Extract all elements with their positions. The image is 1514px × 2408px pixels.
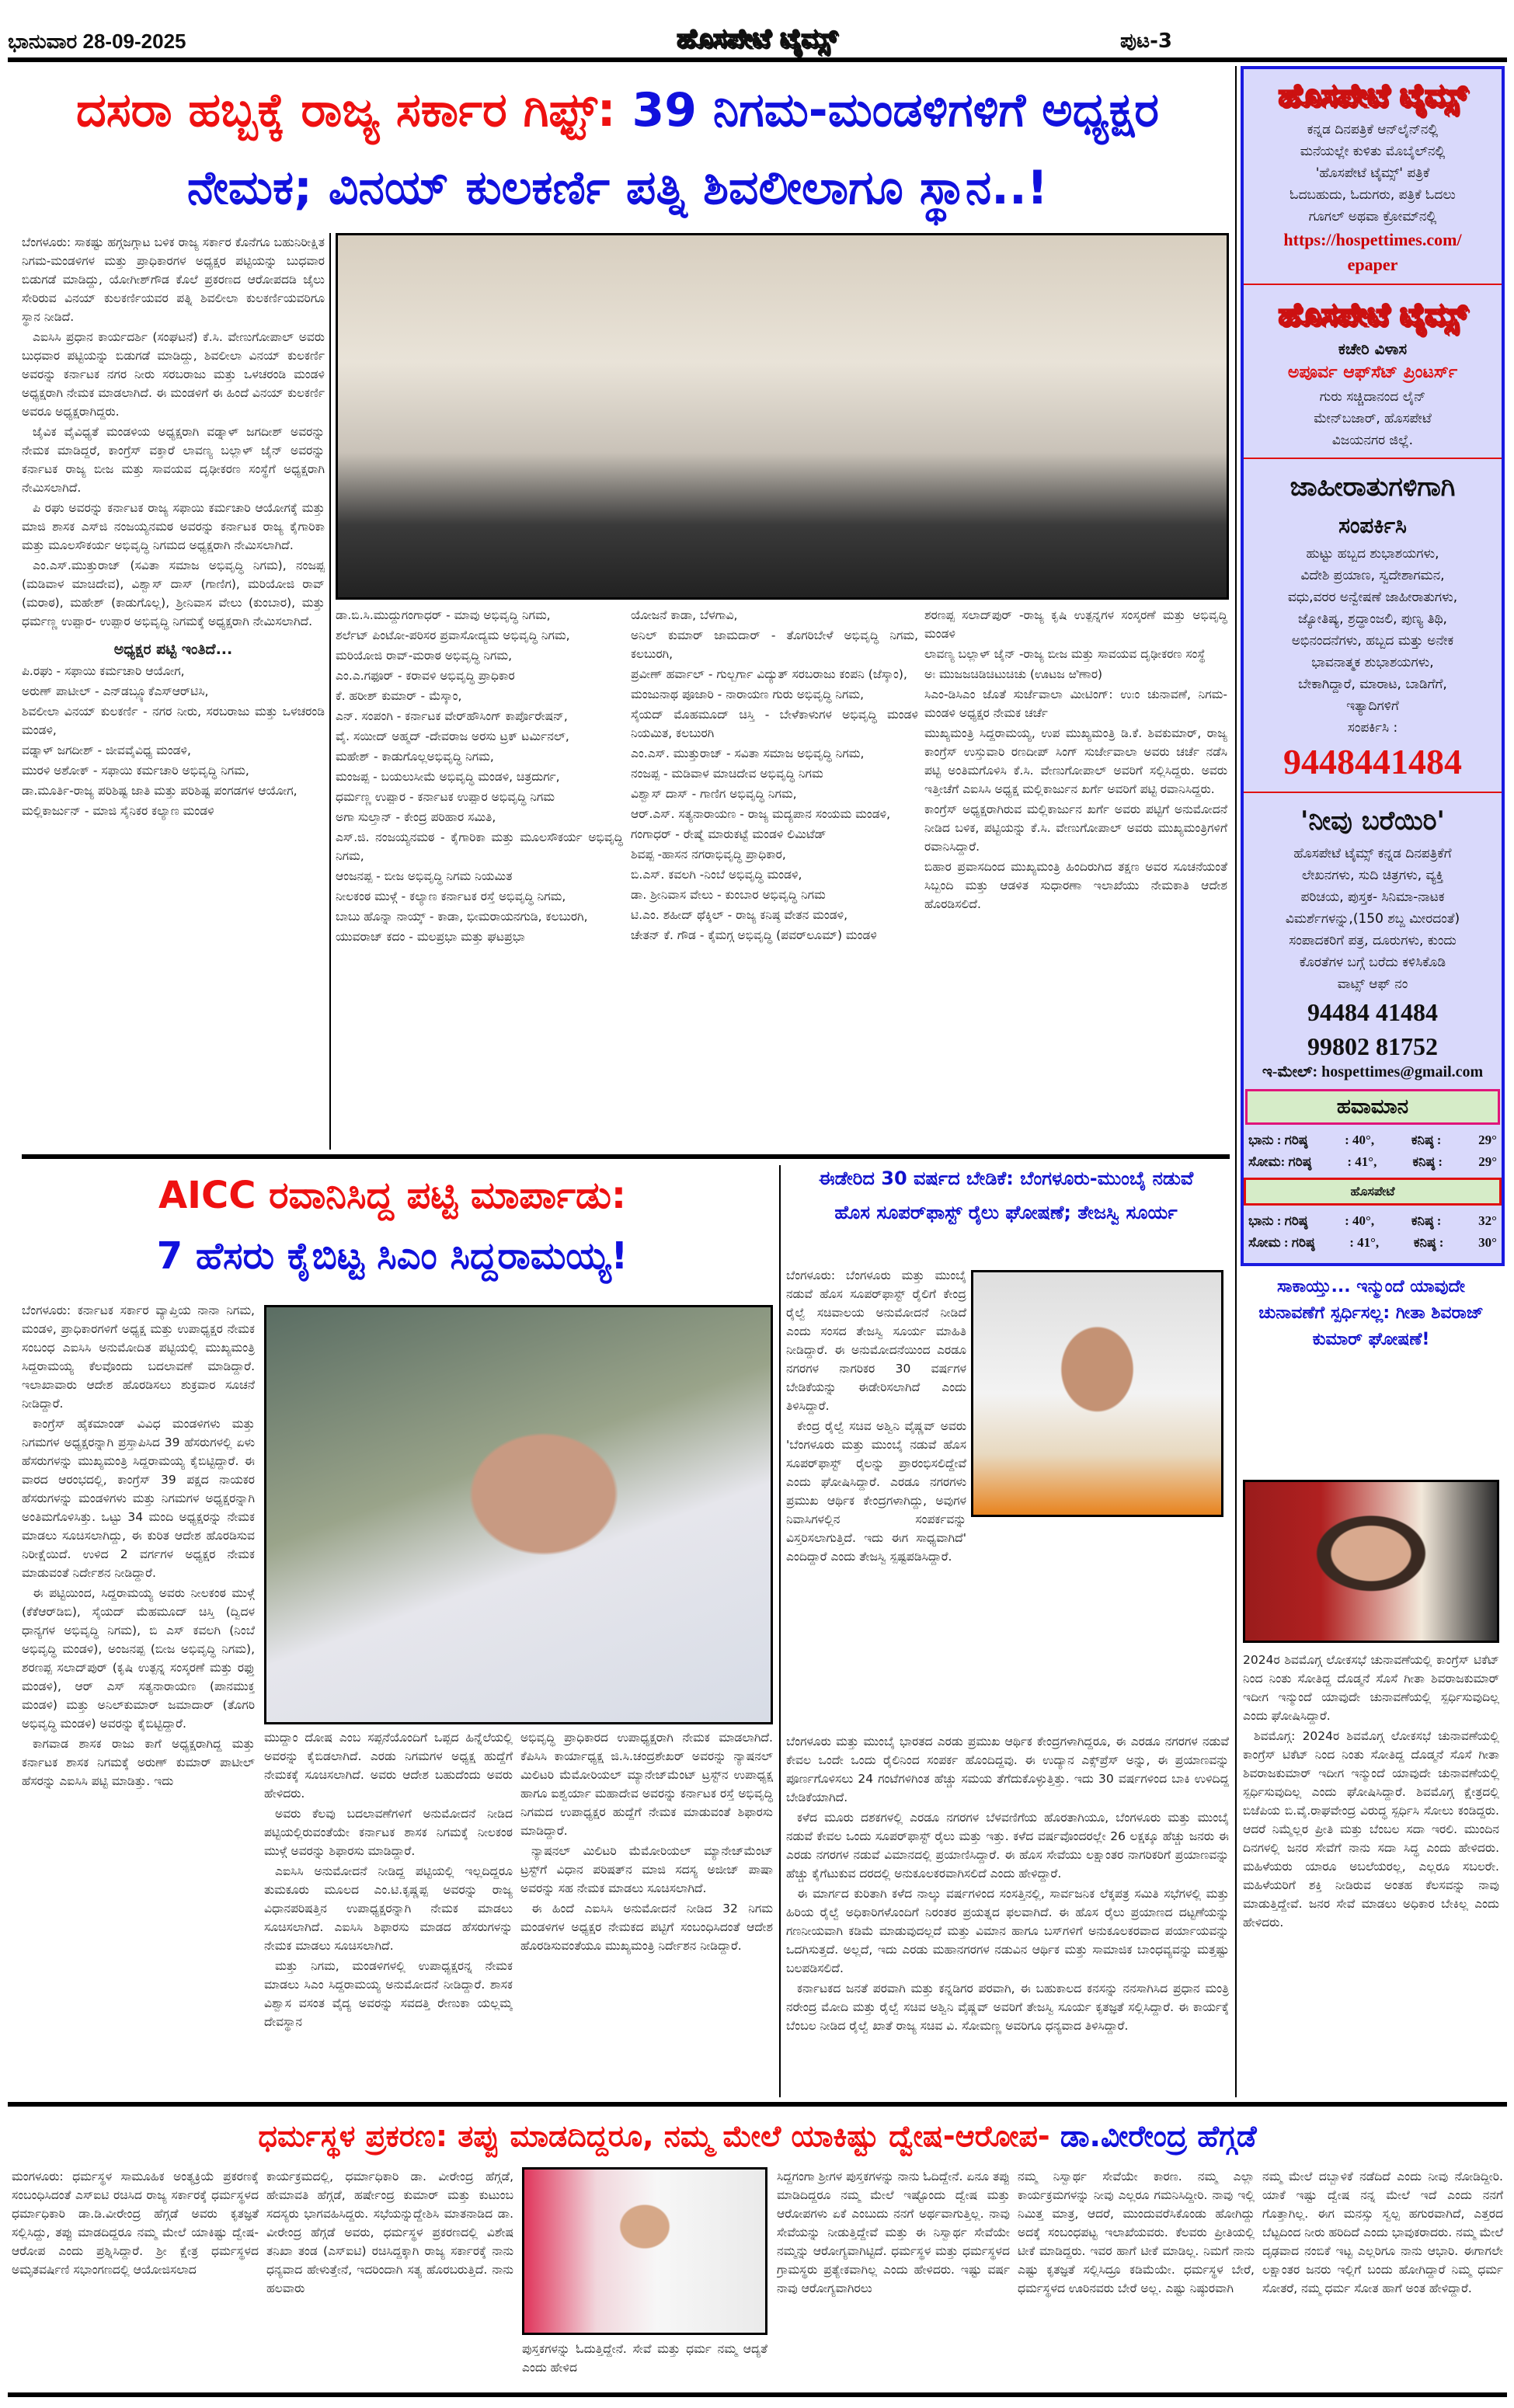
weather-max: : 41°, <box>1347 1154 1377 1169</box>
weather-min: 29° <box>1478 1154 1497 1169</box>
issue-date: ಭಾನುವಾರ 28-09-2025 <box>8 30 186 53</box>
story2-paragraph: ಮುದ್ದಾಂ ದೋಷ ಎಂಬ ಸಪ್ಪನೆಯೊಂದಿಗೆ ಒಪ್ಪದ ಹಿನ್ನೆಲೆಯಲ್ಲಿ ಅವರನ್ನು ಕೈಬಿಡಲಾಗಿದೆ. ಎರಡು ನಿಗಮಗಳ ಅಧ್ಯಕ್ಷ ಹುದ್ದೆಗೆ ನೇಮಕಕ್ಕೆ ಸೂಚಿಸಲಾಗಿದೆ. ಅವರು ಆದೇಶ ಬಹುದೆಂದು ಅವರು ಹೇಳಿದರು. <box>264 1731 513 1801</box>
epaper-line: ಓದಬಹುದು, ಓದುಗರು, ಪತ್ರಿಕೆ ಓದಲು <box>1290 187 1456 203</box>
epaper-line: 'ಹೊಸಪೇಟೆ ಟೈಮ್ಸ್' ಪತ್ರಿಕೆ <box>1315 165 1430 181</box>
list-item: ಮಂಜುನಾಥ ಪೂಜಾರಿ - ನಾರಾಯಣ ಗುರು ಅಭಿವೃದ್ಧಿ ನಿಗಮ, <box>631 687 865 701</box>
list-item: ವೈ. ಸಯೀದ್ ಅಹ್ಮದ್ -ದೇವರಾಜ ಅರಸು ಟ್ರಕ್ ಟರ್ಮಿನಲ್, <box>336 729 569 743</box>
story1-paragraph: ಮುಖ್ಯಮಂತ್ರಿ ಸಿದ್ದರಾಮಯ್ಯ, ಉಪ ಮುಖ್ಯಮಂತ್ರಿ ಡಿ.ಕೆ. ಶಿವಕುಮಾರ್, ರಾಜ್ಯ ಕಾಂಗ್ರೆಸ್ ಉಸ್ತುವಾರಿ ರಣದೀಪ್ ಸಿಂಗ್ ಸುರ್ಜೇವಾಲಾ ಅವರು ಚರ್ಚೆ ನಡೆಸಿ ಪಟ್ಟಿ ಅಂತಿಮಗೊಳಿಸಿ ಕೆ.ಸಿ. ವೇಣುಗೋಪಾಲ್ ಅವರಿಗೆ ಸಲ್ಲಿಸಿದ್ದರು. ಅವರು ಇತ್ತೀಚೆಗೆ ಎಐಸಿಸಿ ಅಧ್ಯಕ್ಷ ಮಲ್ಲಿಕಾರ್ಜುನ ಖರ್ಗೆ ಅವರಿಗೆ ಪಟ್ಟಿ ರವಾನಿಸಿದ್ದರು. <box>924 726 1227 796</box>
weather-day: ಸೋಮ: ಗರಿಷ್ಠ <box>1248 1154 1312 1169</box>
write-title: 'ನೀವು ಬರೆಯಿರಿ' <box>1300 806 1445 837</box>
list-column-3 <box>631 606 918 1150</box>
story5-photo-hegde <box>522 2167 767 2335</box>
story5-paragraph: ನಮ್ಮ ಮೇಲೆ ದಬ್ಬಾಳಿಕೆ ನಡೆದಿದೆ ಎಂದು ನೀವು ನೋಡಿದ್ದೀರಿ. ಯಾಕೆ ಇಷ್ಟು ದ್ವೇಷ ನನ್ನ ಮೇಲೆ ಇದೆ ಎಂದು ನನಗೆ ಗೊತ್ತಾಗಿಲ್ಲ. ಈಗ ಮನಸ್ಸು ಸ್ವಲ್ಪ ಹಗುರವಾಗಿದೆ, ಎತ್ತರದ ಬೆಟ್ಟದಿಂದ ನೀರು ಹರಿದಿದೆ ಎಂದು ಭಾವುಕರಾದರು. ನಮ್ಮ ಮೇಲೆ ದೃಢವಾದ ನಂಬಿಕೆ ಇಟ್ಟ ಎಲ್ಲರಿಗೂ ನಾನು ಆಭಾರಿ. ಈಗಾಗಲೇ ಲಕ್ಷಾಂತರ ಜನರು ಇಲ್ಲಿಗೆ ಬಂದು ಹೋಗಿದ್ದಾರೆ ನಿಮ್ಮ ಧರ್ಮ ಸೋತರೆ, ನಮ್ಮ ಧರ್ಮ ಸೋತ ಹಾಗೆ ಅಂತ ಹೇಳಿದ್ದಾರೆ. <box>1262 2170 1503 2295</box>
newspaper-title: ಹೊಸಪೇಟೆ ಟೈಮ್ಸ್ <box>677 23 837 54</box>
bottom-rule <box>8 2392 1507 2397</box>
story2-paragraph: ಕಾಂಗ್ರೆಸ್ ಹೈಕಮಾಂಡ್ ವಿವಿಧ ಮಂಡಳಿಗಳು ಮತ್ತು ನಿಗಮಗಳ ಅಧ್ಯಕ್ಷರನ್ನಾಗಿ ಪ್ರಸ್ತಾಪಿಸಿದ 39 ಹೆಸರುಗಳಲ್ಲಿ ಏಳು ಹೆಸರುಗಳನ್ನು ಮುಖ್ಯಮಂತ್ರಿ ಸಿದ್ದರಾಮಯ್ಯ ಕೈಬಿಟ್ಟಿದ್ದಾರೆ. ಈ ವಾರದ ಆರಂಭದಲ್ಲಿ, ಕಾಂಗ್ರೆಸ್ 39 ಪಕ್ಷದ ನಾಯಕರ ಹೆಸರುಗಳನ್ನು ಮಂಡಳಿಗಳು ಮತ್ತು ನಿಗಮಗಳ ಅಧ್ಯಕ್ಷರನ್ನಾಗಿ ಅಂತಿಮಗೊಳಿಸಿತ್ತು. ಒಟ್ಟು 34 ಮಂದಿ ಅಧ್ಯಕ್ಷರನ್ನು ನೇಮಕ ಮಾಡಲು ಸೂಚಿಸಲಾಗಿದ್ದು, ಈ ಕುರಿತ ಆದೇಶ ಹೊರಡಿಸುವ ನಿರೀಕ್ಷೆಯಿದೆ. ಉಳಿದ 2 ವರ್ಗಗಳ ಅಧ್ಯಕ್ಷರ ನೇಮಕ ಮಾಡುವಂತೆ ನಿರ್ದೇಶನ ನೀಡಿದ್ದಾರೆ. <box>22 1417 255 1580</box>
weather-day: ಭಾನು : ಗರಿಷ್ಠ <box>1248 1133 1308 1147</box>
sidebar-divider <box>1244 458 1502 459</box>
epaper-link-suffix[interactable]: epaper <box>1347 255 1398 274</box>
story2-paragraph: ಕಾಗವಾಡ ಶಾಸಕ ರಾಜು ಕಾಗೆ ಅಧ್ಯಕ್ಷರಾಗಿದ್ದ ಮತ್ತು ಕರ್ನಾಟಕ ಶಾಸಕ ನಿಗಮಕ್ಕೆ ಅರುಣ್ ಕುಮಾರ್ ಪಾಟೀಲ್ ಹೆಸರನ್ನು ಎಐಸಿಸಿ ಪಟ್ಟಿ ಮಾಡಿತ್ತು. ಇದು <box>22 1737 255 1788</box>
list-item: ಅನಿಲ್ ಕುಮಾರ್ ಜಾಮದಾರ್ - ತೊಗರಿಬೇಳೆ ಅಭಿವೃದ್ಧಿ ನಿಗಮ, ಕಲಬುರಗಿ, <box>631 628 918 661</box>
story2-paragraph: ನ್ಯಾಷನಲ್ ಮಿಲಿಟರಿ ಮೆಮೋರಿಯಲ್ ಮ್ಯಾನೇಜ್‌ಮೆಂಟ್ ಟ್ರಸ್ಟ್‌ಗೆ ವಿಧಾನ ಪರಿಷತ್‌ನ ಮಾಜಿ ಸದಸ್ಯ ಅಜೀಜ್ ಪಾಷಾ ಅವರನ್ನು ಸಹ ನೇಮಕ ಮಾಡಲು ಸೂಚಿಸಲಾಗಿದೆ. <box>520 1844 773 1895</box>
story1-paragraph: ಎಐಸಿಸಿ ಪ್ರಧಾನ ಕಾರ್ಯದರ್ಶಿ (ಸಂಘಟನೆ) ಕೆ.ಸಿ. ವೇಣುಗೋಪಾಲ್ ಅವರು ಬುಧವಾರ ಪಟ್ಟಿಯನ್ನು ಬಿಡುಗಡೆ ಮಾಡಿದ್ದು, ಶಿವಲೀಲಾ ವಿನಯ್ ಕುಲಕರ್ಣಿ ಅವರನ್ನು ಕರ್ನಾಟಕ ನಗರ ನೀರು ಸರಬರಾಜು ಮತ್ತು ಒಳಚರಂಡಿ ಮಂಡಳಿ ಅಧ್ಯಕ್ಷರಾಗಿ ನೇಮಕ ಮಾಡಲಾಗಿದೆ. ಈ ಮಂಡಳಿಗೆ ಈ ಹಿಂದೆ ವಿನಯ್ ಕುಲಕರ್ಣಿ ಅವರೂ ಅಧ್ಯಕ್ಷರಾಗಿದ್ದರು. <box>22 330 325 419</box>
story3-paragraph: ಕೇಂದ್ರ ರೈಲ್ವೆ ಸಚಿವ ಅಶ್ವಿನಿ ವೈಷ್ಣವ್ ಅವರು 'ಬೆಂಗಳೂರು ಮತ್ತು ಮುಂಬೈ ನಡುವೆ ಹೊಸ ಸೂಪರ್‌ಫಾಸ್ಟ್ ರೈಲನ್ನು ಪ್ರಾರಂಭಿಸಲಿದ್ದೇವೆ ಎಂದು ಘೋಷಿಸಿದ್ದಾರೆ. ಎರಡೂ ನಗರಗಳು ಪ್ರಮುಖ ಆರ್ಥಿಕ ಕೇಂದ್ರಗಳಾಗಿದ್ದು, ಅವುಗಳ ನಿವಾಸಿಗಳಲ್ಲಿನ ಸಂಪರ್ಕವನ್ನು ವಿಸ್ತರಿಸಲಾಗುತ್ತಿದೆ. ಇದು ಈಗ ಸಾಧ್ಯವಾಗಿದೆ' ಎಂದಿದ್ದಾರೆ ಎಂದು ತೇಜಸ್ವಿ ಸ್ಪಷ್ಟಪಡಿಸಿದ್ದಾರೆ. <box>786 1419 966 1564</box>
column-divider <box>1235 66 1237 2097</box>
ads-line: ವಿದೇಶಿ ಪ್ರಯಾಣ, ಸ್ವದೇಶಾಗಮನ, <box>1300 568 1445 583</box>
address-line: ಗುರು ಸಚ್ಚಿದಾನಂದ ಲೈನ್ <box>1319 389 1426 405</box>
ads-line: ಬೇಕಾಗಿದ್ದಾರೆ, ಮಾರಾಟ, ಬಾಡಿಗೆಗೆ, <box>1298 677 1447 692</box>
sidebar-logo: ಹೊಸಪೇಟೆ ಟೈಮ್ಸ್ <box>1278 78 1467 113</box>
story3-column-top <box>786 1266 966 1732</box>
ads-line: ಹುಟ್ಟು ಹಬ್ಬದ ಶುಭಾಶಯಗಳು, <box>1306 546 1439 562</box>
ads-box <box>1244 462 1502 788</box>
list-item: ಪ್ರವೀಣ್ ಹರ್ವಾಲ್ - ಗುಲ್ಬರ್ಗಾ ವಿದ್ಯುತ್ ಸರಬರಾಜು ಕಂಪನಿ (ಜೆಸ್ಕಾಂ), <box>631 667 907 681</box>
weather-row <box>1244 1232 1502 1254</box>
subheading: ಸಿಎಂ-ಡಿಸಿಎಂ ಜೊತೆ ಸುರ್ಜೆವಾಲಾ ಮೀಟಿಂಗ್: ಉಃಂ ಚುನಾವಣೆ, ನಿಗಮ-ಮಂಡಳಿ ಅಧ್ಯಕ್ಷರ ನೇಮಕ ಚರ್ಚೆ <box>924 687 1227 720</box>
story4-paragraph: ಶಿವಮೊಗ್ಗ: 2024ರ ಶಿವಮೊಗ್ಗ ಲೋಕಸಭೆ ಚುನಾವಣೆಯಲ್ಲಿ ಕಾಂಗ್ರೆಸ್ ಟಿಕೆಟ್ ನಿಂದ ನಿಂತು ಸೋತಿದ್ದ ದೊಡ್ಮನೆ ಸೊಸೆ ಗೀತಾ ಶಿವರಾಜಕುಮಾರ್ ಇದೀಗ ಇನ್ಮುಂದೆ ಯಾವುದೇ ಚುನಾವಣೆಯಲ್ಲಿ ಸ್ಪರ್ಧಿಸುವುದಿಲ್ಲ ಎಂದು ಘೋಷಿಸಿದ್ದಾರೆ. ಶಿವಮೊಗ್ಗ ಕ್ಷೇತ್ರದಲ್ಲಿ ಬಿಜೆಪಿಯ ಬಿ.ವೈ.ರಾಘವೇಂದ್ರ ವಿರುದ್ಧ ಸ್ಪರ್ಧಿಸಿ ಸೋಲು ಕಂಡಿದ್ದರು. ಆದರೆ ನಿಮ್ಮೆಲ್ಲರ ಪ್ರೀತಿ ಮತ್ತು ಬೆಂಬಲ ಸದಾ ಇರಲಿ. ಮುಂದಿನ ದಿನಗಳಲ್ಲಿ ಜನರ ಸೇವೆಗೆ ನಾನು ಸದಾ ಸಿದ್ಧ ಎಂದು ಹೇಳಿದರು. ಮಹಿಳೆಯರು ಯಾರೂ ಅಬಲೆಯರಲ್ಲ, ಎಲ್ಲರೂ ಸಬಲರೇ. ಮಹಿಳೆಯರಿಗೆ ಶಕ್ತಿ ನೀಡಿರುವ ಅಂತಹ ಕೆಲಸವನ್ನು ನಾವು ಮಾಡುತ್ತಿದ್ದೇವೆ. ಜನರ ಸೇವೆ ಮಾಡಲು ಅಧಿಕಾರ ಬೇಕಿಲ್ಲ ಎಂದು ಹೇಳಿದರು. <box>1243 1729 1499 1930</box>
story5-column-2 <box>266 2167 513 2385</box>
weather-title: ಹವಾಮಾನ <box>1245 1089 1500 1125</box>
list-item: ಬಾಬು ಹೊನ್ನಾ ನಾಯ್ಕ್ - ಕಾಡಾ, ಭೀಮರಾಯನಗುಡಿ, ಕಲಬುರಗಿ, <box>336 910 588 924</box>
weather-city: ಹೊಸಪೇಟೆ <box>1244 1178 1502 1206</box>
story2-headline-blue: 7 ಹೆಸರು ಕೈಬಿಟ್ಟ ಸಿಎಂ ಸಿದ್ದರಾಮಯ್ಯ! <box>156 1234 628 1278</box>
story5-paragraph: ಕಾರ್ಯಕ್ರಮದಲ್ಲಿ, ಧರ್ಮಾಧಿಕಾರಿ ಡಾ. ವೀರೇಂದ್ರ ಹೆಗ್ಗಡೆ, ಹೇಮಾವತಿ ಹೆಗ್ಗಡೆ, ಹರ್ಷೇಂದ್ರ ಕುಮಾರ್ ಮತ್ತು ಕುಟುಂಬ ಸದಸ್ಯರು ಭಾಗವಹಿಸಿದ್ದರು. ಸಭೆಯನ್ನುದ್ದೇಶಿಸಿ ಮಾತನಾಡಿದ ಡಾ. ವೀರೇಂದ್ರ ಹೆಗ್ಗಡೆ ಅವರು, ಧರ್ಮಸ್ಥಳ ಪ್ರಕರಣದಲ್ಲಿ ವಿಶೇಷ ತನಿಖಾ ತಂಡ (ಎಸ್‌ಐಟಿ) ರಚಿಸಿದ್ದಕ್ಕಾಗಿ ರಾಜ್ಯ ಸರ್ಕಾರಕ್ಕೆ ನಾನು ಧನ್ಯವಾದ ಹೇಳುತ್ತೇನೆ, ಇದರಿಂದಾಗಿ ಸತ್ಯ ಹೊರಬರುತ್ತಿದೆ. ನಾನು ಹಲವಾರು <box>266 2170 513 2295</box>
list-item: ಬಿ.ಎಸ್. ಕವಲಗಿ -ನಿಂಬೆ ಅಭಿವೃದ್ಧಿ ಮಂಡಳಿ, <box>631 868 802 882</box>
list-item: ಎಂ.ಎಸ್. ಮುತ್ತುರಾಜ್ - ಸವಿತಾ ಸಮಾಜ ಅಭಿವೃದ್ಧಿ ನಿಗಮ, <box>631 746 865 760</box>
email-link[interactable]: hospettimes@gmail.com <box>1321 1063 1484 1080</box>
weather-box <box>1244 1089 1502 1254</box>
story2-column-2 <box>264 1728 513 2097</box>
section-rule <box>8 2102 1507 2107</box>
write-line: ಕೊರತೆಗಳ ಬಗ್ಗೆ ಬರೆದು ಕಳಿಸಿಕೊಡಿ <box>1299 955 1446 970</box>
ads-line: ಇತ್ಯಾದಿಗಳಿಗೆ <box>1346 698 1399 714</box>
story2-paragraph: ಎಐಸಿಸಿ ಅನುಮೋದನೆ ನೀಡಿದ್ದ ಪಟ್ಟಿಯಲ್ಲಿ ಇಲ್ಲದಿದ್ದರೂ ತುಮಕೂರು ಮೂಲದ ಎಂ.ಟಿ.ಕೃಷ್ಣಪ್ಪ ಅವರನ್ನು ರಾಜ್ಯ ವಿಧಾನಪರಿಷತ್ತಿನ ಉಪಾಧ್ಯಕ್ಷರನ್ನಾಗಿ ನೇಮಕ ಮಾಡಲು ಸೂಚಿಸಲಾಗಿದೆ. ಎಐಸಿಸಿ ಶಿಫಾರಸು ಮಾಡದ ಹೆಸರುಗಳನ್ನು ನೇಮಕ ಮಾಡಲು ಸೂಚಿಸಲಾಗಿದೆ. <box>264 1864 513 1953</box>
story5-column-4 <box>1018 2167 1255 2385</box>
story4-photo-geetha <box>1243 1480 1499 1643</box>
subheading: ಅಃ ಮುಜಜಚಿಡಿಚಿಟುಚಿಚು (ಊಟಜ ಱಿಣಾರ) <box>924 667 1103 681</box>
weather-max: : 40°, <box>1345 1213 1375 1228</box>
weather-max: : 40°, <box>1345 1133 1375 1147</box>
story1-paragraph: ಬೆಂಗಳೂರು: ಸಾಕಷ್ಟು ಹಗ್ಗಜಗ್ಗಾಟ ಬಳಿಕ ರಾಜ್ಯ ಸರ್ಕಾರ ಕೊನೆಗೂ ಬಹುನಿರೀಕ್ಷಿತ ನಿಗಮ-ಮಂಡಳಿಗಳ ಮತ್ತು ಪ್ರಾಧಿಕಾರಗಳ ಅಧ್ಯಕ್ಷರ ಪಟ್ಟಿಯನ್ನು ಬುಧವಾರ ಬಿಡುಗಡೆ ಮಾಡಿದ್ದು, ಯೋಗೀಶ್‌ಗೌಡ ಕೊಲೆ ಪ್ರಕರಣದ ಆರೋಪದಡಿ ಜೈಲು ಸೇರಿರುವ ವಿನಯ್ ಕುಲಕರ್ಣಿಯವರ ಪತ್ನಿ ಶಿವಲೀಲಾ ಕುಲಕರ್ಣಿಯವರಿಗೂ ಸ್ಥಾನ ನೀಡಿದೆ. <box>22 235 325 324</box>
epaper-link[interactable]: https://hospettimes.com/ <box>1283 230 1462 249</box>
list-item: ಶಿವಲೀಲಾ ವಿನಯ್ ಕುಲಕರ್ಣಿ - ನಗರ ನೀರು, ಸರಬರಾಜು ಮತ್ತು ಒಳಚರಂಡಿ ಮಂಡಳಿ, <box>22 705 325 737</box>
ads-line: ವಧು,ವರರ ಅನ್ವೇಷಣೆ ಜಾಹೀರಾತುಗಳು, <box>1287 590 1458 605</box>
email-row <box>1248 1063 1497 1081</box>
story4-paragraph: 2024ರ ಶಿವಮೊಗ್ಗ ಲೋಕಸಭೆ ಚುನಾವಣೆಯಲ್ಲಿ ಕಾಂಗ್ರೆಸ್ ಟಿಕೆಟ್ ನಿಂದ ನಿಂತು ಸೋತಿದ್ದ ದೊಡ್ಮನೆ ಸೊಸೆ ಗೀತಾ ಶಿವರಾಜಕುಮಾರ್ ಇದೀಗ ಇನ್ಮುಂದೆ ಯಾವುದೇ ಚುನಾವಣೆಯಲ್ಲಿ ಸ್ಪರ್ಧಿಸುವುದಿಲ್ಲ ಎಂದು ಘೋಷಿಸಿದ್ದಾರೆ. <box>1243 1653 1499 1723</box>
story3-headline <box>781 1161 1231 1230</box>
weather-min-label: ಕನಿಷ್ಠ : <box>1412 1154 1443 1169</box>
weather-min-label: ಕನಿಷ್ಠ : <box>1411 1213 1442 1228</box>
list-item: ಮಹೇಶ್ - ಕಾಡುಗೊಲ್ಲಅಭಿವೃದ್ಧಿ ನಿಗಮ, <box>336 750 494 764</box>
story5-column-5 <box>1262 2167 1503 2385</box>
weather-min-label: ಕನಿಷ್ಠ : <box>1411 1133 1442 1147</box>
story5-headline <box>8 2113 1507 2159</box>
list-item: ಸೈಯದ್ ಮೊಹಮೂದ್ ಚಿಸ್ತಿ - ಬೇಳೆಕಾಳುಗಳ ಅಭಿವೃದ್ಧಿ ಮಂಡಳಿ ನಿಯಮಿತ, ಕಲಬುರಗಿ <box>631 708 918 740</box>
list-item: ವಿಶ್ವಾಸ್ ದಾಸ್ - ಗಾಣಿಗ ಅಭಿವೃದ್ಧಿ ನಿಗಮ, <box>631 787 797 801</box>
list-item: ಮುರಳಿ ಅಶೋಕ್ - ಸಫಾಯಿ ಕರ್ಮಚಾರಿ ಅಭಿವೃದ್ಧಿ ನಿಗಮ, <box>22 764 249 778</box>
list-item: ಡಾ.ಬಿ.ಸಿ.ಮುದ್ದುಗಂಗಾಧರ್ - ಮಾವು ಅಭಿವೃದ್ಧಿ ನಿಗಮ, <box>336 608 551 622</box>
weather-row <box>1244 1151 1502 1173</box>
address-line: ವಿಜಯನಗರ ಜಿಲ್ಲೆ. <box>1331 433 1414 448</box>
weather-max: : 41°, <box>1349 1235 1380 1250</box>
list-item: ಮಲ್ಲಿಕಾರ್ಜುನ್ - ಮಾಜಿ ಸೈನಿಕರ ಕಲ್ಯಾಣ ಮಂಡಳಿ <box>22 804 214 818</box>
column-divider <box>779 1165 781 2097</box>
story1-headline <box>8 71 1227 227</box>
ads-line: ಭಾವನಾತ್ಮಕ ಶುಭಾಶಯಗಳು, <box>1311 655 1434 670</box>
address-line: ಮೇನ್‌ಬಜಾರ್, ಹೊಸಪೇಟೆ <box>1314 411 1432 426</box>
weather-min: 29° <box>1478 1133 1497 1147</box>
sidebar <box>1241 66 1505 1266</box>
story3-photo-tejasvi-surya <box>971 1270 1223 1517</box>
weather-row <box>1244 1210 1502 1232</box>
story2-photo-siddaramaiah <box>264 1305 773 1724</box>
list-item: ಡಾ.ಮೂರ್ತಿ-ರಾಜ್ಯ ಪರಿಶಿಷ್ಟ ಜಾತಿ ಮತ್ತು ಪರಿಶಿಷ್ಟ ಪಂಗಡಗಳ ಆಯೋಗ, <box>22 784 298 798</box>
story3-paragraph: ಬೆಂಗಳೂರು: ಬೆಂಗಳೂರು ಮತ್ತು ಮುಂಬೈ ನಡುವೆ ಹೊಸ ಸೂಪರ್‌ಫಾಸ್ಟ್ ರೈಲಿಗೆ ಕೇಂದ್ರ ರೈಲ್ವೆ ಸಚಿವಾಲಯ ಅನುಮೋದನೆ ನೀಡಿದೆ ಎಂದು ಸಂಸದ ತೇಜಸ್ವಿ ಸೂರ್ಯ ಮಾಹಿತಿ ನೀಡಿದ್ದಾರೆ. ಈ ಅನುಮೋದನೆಯಿಂದ ಎರಡೂ ನಗರಗಳ ನಾಗರಿಕರ 30 ವರ್ಷಗಳ ಬೇಡಿಕೆಯನ್ನು ಈಡೇರಿಸಲಾಗಿದೆ ಎಂದು ತಿಳಿಸಿದ್ದಾರೆ. <box>786 1268 966 1413</box>
story2-paragraph: ಈ ಪಟ್ಟಿಯಿಂದ, ಸಿದ್ದರಾಮಯ್ಯ ಅವರು ನೀಲಕಂಠ ಮುಳ್ಗೆ (ಕೆಕೆಆರ್‌ಡಿಬಿ), ಸೈಯದ್ ಮೆಹಮೂದ್ ಚಿಸ್ತಿ (ದ್ವಿದಳ ಧಾನ್ಯಗಳ ಅಭಿವೃದ್ಧಿ ನಿಗಮ), ಬಿ ಎಸ್ ಕವಲಗಿ (ನಿಂಬೆ ಅಭಿವೃದ್ಧಿ ಮಂಡಳಿ), ಅಂಜನಪ್ಪ (ಬೀಜ ಅಭಿವೃದ್ಧಿ ನಿಗಮ), ಶರಣಪ್ಪ ಸಲಾದ್‌ಪುರ್ (ಕೃಷಿ ಉತ್ಪನ್ನ ಸಂಸ್ಕರಣೆ ಮತ್ತು ರಫ್ತು ಮಂಡಳಿ), ಆರ್ ಎಸ್ ಸತ್ಯನಾರಾಯಣ (ಪಾನಮುಕ್ತ ಮಂಡಳಿ) ಮತ್ತು ಅನಿಲ್‌ಕುಮಾರ್ ಜಮಾದಾರ್ (ತೊಗರಿ ಅಭಿವೃದ್ಧಿ ಮಂಡಳಿ) ಅವರನ್ನು ಕೈಬಿಟ್ಟಿದ್ದಾರೆ. <box>22 1586 255 1731</box>
ads-line: ಸಂಪರ್ಕಿಸಿ : <box>1347 720 1398 736</box>
list-item: ಟಿ.ಎಂ. ಶಹೀದ್ ಥೆಕ್ಕಿಲ್ - ರಾಜ್ಯ ಕನಿಷ್ಠ ವೇತನ ಮಂಡಳಿ, <box>631 908 848 922</box>
write-line: ಹೊಸಪೇಟೆ ಟೈಮ್ಸ್ ಕನ್ನಡ ದಿನಪತ್ರಿಕೆಗೆ <box>1293 846 1452 861</box>
list-item: ಶಿವಪ್ಪ -ಹಾಸನ ನಗರಾಭಿವೃದ್ಧಿ ಪ್ರಾಧಿಕಾರ, <box>631 847 786 861</box>
weather-day: ಸೋಮ : ಗರಿಷ್ಠ <box>1248 1235 1315 1250</box>
story2-column-1 <box>22 1301 255 2097</box>
story1-headline-blue-1: 39 ನಿಗಮ-ಮಂಡಳಿಗಳಿಗೆ ಅಧ್ಯಕ್ಷರ <box>632 83 1160 137</box>
write-line: ಸಂಪಾದಕರಿಗೆ ಪತ್ರ, ದೂರುಗಳು, ಕುಂದು <box>1289 933 1457 948</box>
weather-min-label: ಕನಿಷ್ಠ : <box>1413 1235 1444 1250</box>
story2-paragraph: ಈ ಹಿಂದೆ ಎಐಸಿಸಿ ಅನುಮೋದನೆ ನೀಡಿದ 32 ನಿಗಮ ಮಂಡಳಿಗಳ ಅಧ್ಯಕ್ಷರ ನೇಮಕದ ಪಟ್ಟಿಗೆ ಸಂಬಂಧಿಸಿದಂತೆ ಆದೇಶ ಹೊರಡಿಸುವಂತೆಯೂ ಮುಖ್ಯಮಂತ್ರಿ ನಿರ್ದೇಶನ ನೀಡಿದ್ದಾರೆ. <box>520 1902 773 1953</box>
story3-headline-line-1: ಈಡೇರಿದ 30 ವರ್ಷದ ಬೇಡಿಕೆ: ಬೆಂಗಳೂರು-ಮುಂಬೈ ನಡುವೆ <box>818 1167 1194 1189</box>
story2-paragraph: ಬೆಂಗಳೂರು: ಕರ್ನಾಟಕ ಸರ್ಕಾರ ವ್ಯಾಪ್ತಿಯ ನಾನಾ ನಿಗಮ, ಮಂಡಳಿ, ಪ್ರಾಧಿಕಾರಗಳಿಗೆ ಅಧ್ಯಕ್ಷ ಮತ್ತು ಉಪಾಧ್ಯಕ್ಷರ ನೇಮಕ ಸಂಬಂಧ ಎಐಸಿಸಿ ಅನುಮೋದಿತ ಪಟ್ಟಿಯಲ್ಲಿ ಮುಖ್ಯಮಂತ್ರಿ ಸಿದ್ದರಾಮಯ್ಯ ಕೆಲವೊಂದು ಬದಲಾವಣೆ ಮಾಡಿದ್ದಾರೆ. ಇಲಾಖಾವಾರು ಆದೇಶ ಹೊರಡಿಸಲು ಶುಕ್ರವಾರ ಸೂಚನೆ ನೀಡಿದ್ದಾರೆ. <box>22 1303 255 1411</box>
story5-paragraph: ಮಂಗಳೂರು: ಧರ್ಮಸ್ಥಳ ಸಾಮೂಹಿಕ ಅಂತ್ಯಕ್ರಿಯೆ ಪ್ರಕರಣಕ್ಕೆ ಸಂಬಂಧಿಸಿದಂತೆ ಎಸ್‌ಐಟಿ ರಚಿಸಿದ ರಾಜ್ಯ ಸರ್ಕಾರಕ್ಕೆ ಧರ್ಮಸ್ಥಳದ ಧರ್ಮಾಧಿಕಾರಿ ಡಾ.ಡಿ.ವೀರೇಂದ್ರ ಹೆಗ್ಗಡೆ ಅವರು ಕೃತಜ್ಞತೆ ಸಲ್ಲಿಸಿದ್ದು, ತಪ್ಪು ಮಾಡದಿದ್ದರೂ ನಮ್ಮ ಮೇಲೆ ಯಾಕಿಷ್ಟು ದ್ವೇಷ-ಆರೋಪ ಎಂದು ಪ್ರಶ್ನಿಸಿದ್ದಾರೆ. ಶ್ರೀ ಕ್ಷೇತ್ರ ಧರ್ಮಸ್ಥಳದ ಅಮೃತವರ್ಷಿಣಿ ಸಭಾಂಗಣದಲ್ಲಿ ಆಯೋಜಿಸಲಾದ <box>12 2170 259 2277</box>
list-item: ಅಗಾ ಸುಲ್ತಾನ್ - ಕೇಂದ್ರ ಪರಿಹಾರ ಸಮಿತಿ, <box>336 810 496 824</box>
write-line: ಲೇಖನಗಳು, ಸುದಿ ಚಿತ್ರಗಳು, ವ್ಯಕ್ತಿ <box>1301 868 1444 883</box>
sidebar-divider <box>1244 284 1502 285</box>
office-box <box>1244 288 1502 454</box>
ads-subtitle: ಸಂಪರ್ಕಿಸಿ <box>1338 513 1407 538</box>
story3-headline-line-2: ಹೊಸ ಸೂಪರ್‌ಫಾಸ್ಟ್ ರೈಲು ಘೋಷಣೆ; ತೇಜಸ್ವಿ ಸೂರ್ಯ <box>834 1202 1178 1223</box>
list-item: ಎನ್. ಸಂಪಂಗಿ - ಕರ್ನಾಟಕ ವೇರ್‌ಹೌಸಿಂಗ್ ಕಾರ್ಪೊರೇಷನ್, <box>336 709 568 723</box>
story1-headline-blue-2: ನೇಮಕ; ವಿನಯ್ ಕುಲಕರ್ಣಿ ಪತ್ನಿ ಶಿವಲೀಲಾಗೂ ಸ್ಥಾನ..! <box>186 161 1049 215</box>
list-item: ಲಾವಣ್ಯ ಬಲ್ಲಾಳ್ ಜೈನ್ -ರಾಜ್ಯ ಬೀಜ ಮತ್ತು ಸಾವಯವ ದೃಢೀಕರಣ ಸಂಸ್ಥೆ <box>924 647 1206 661</box>
office-label: ಕಚೇರಿ ವಿಳಾಸ <box>1338 339 1408 358</box>
masthead <box>0 0 1514 61</box>
page-number: ಪುಟ-3 <box>1119 30 1172 53</box>
story5-headline-blue: ಡಾ.ವೀರೇಂದ್ರ ಹೆಗ್ಗಡೆ <box>1060 2119 1257 2153</box>
epaper-line: ಗೂಗಲ್ ಅಥವಾ ಕ್ರೋಮ್‌ನಲ್ಲಿ <box>1308 209 1437 224</box>
list-item: ಅರುಣ್ ಪಾಟೀಲ್ - ಎನ್‌ಡಬ್ಲ್ಯೂಕೆಎಸ್‌ಆರ್‌ಟಿಸಿ, <box>22 684 209 698</box>
story5-paragraph: ಪುಸ್ತಕಗಳನ್ನು ಓದುತ್ತಿದ್ದೇನೆ. ಸೇವೆ ಮತ್ತು ಧರ್ಮ ನಮ್ಮ ಆದ್ಯತೆ ಎಂದು ಹೇಳಿದ <box>522 2342 767 2375</box>
section-rule <box>22 1154 1230 1159</box>
epaper-line: ಮನೆಯಲ್ಲೇ ಕುಳಿತು ಮೊಬೈಲ್‌ನಲ್ಲಿ <box>1300 144 1446 159</box>
story3-column-bottom <box>786 1732 1229 2097</box>
whatsapp-phone-1[interactable]: 94484 41484 <box>1307 998 1438 1026</box>
column-divider <box>329 233 331 1150</box>
ads-line: ಜ್ಯೋತಿಷ್ಯ, ಶ್ರದ್ಧಾಂಜಲಿ, ಪುಣ್ಯ ತಿಥಿ, <box>1298 611 1447 627</box>
press-name: ಅಪೂರ್ವ ಆಫ್‌ಸೆಟ್ ಪ್ರಿಂಟರ್ಸ್ <box>1287 363 1458 382</box>
list-heading: ಅಧ್ಯಕ್ಷರ ಪಟ್ಟಿ ಇಂತಿದೆ... <box>113 641 233 658</box>
list-item: ಎಂ.ಎ.ಗಫೂರ್ - ಕರಾವಳಿ ಅಭಿವೃದ್ಧಿ ಪ್ರಾಧಿಕಾರ <box>336 669 515 683</box>
list-item: ನಂಜಪ್ಪ - ಮಡಿವಾಳ ಮಾಚಿದೇವ ಅಭಿವೃದ್ಧಿ ನಿಗಮ <box>631 767 823 781</box>
list-item: ಡಾ. ಶ್ರೀನಿವಾಸ ವೇಲು - ಕುಂಬಾರ ಅಭಿವೃದ್ಧಿ ನಿಗಮ <box>631 888 826 902</box>
masthead-rule <box>8 57 1507 62</box>
story1-paragraph: ಪಿ ರಘು ಅವರನ್ನು ಕರ್ನಾಟಕ ರಾಜ್ಯ ಸಫಾಯಿ ಕರ್ಮಚಾರಿ ಆಯೋಗಕ್ಕೆ ಮತ್ತು ಮಾಜಿ ಶಾಸಕ ಎಸ್‌ಜಿ ನಂಜಯ್ಯನಮಠ ಅವರನ್ನು ಕರ್ನಾಟಕ ರಾಜ್ಯ ಕೈಗಾರಿಕಾ ಮತ್ತು ಮೂಲಸೌಕರ್ಯ ಅಭಿವೃದ್ಧಿ ನಿಗಮದ ಅಧ್ಯಕ್ಷರಾಗಿ ನೇಮಿಸಲಾಗಿದೆ. <box>22 501 325 552</box>
story1-paragraph: ಬಿಹಾರ ಪ್ರವಾಸದಿಂದ ಮುಖ್ಯಮಂತ್ರಿ ಹಿಂದಿರುಗಿದ ತಕ್ಷಣ ಅವರ ಸೂಚನೆಯಂತೆ ಸಿಬ್ಬಂದಿ ಮತ್ತು ಆಡಳಿತ ಸುಧಾರಣಾ ಇಲಾಖೆಯು ನೇಮಕಾತಿ ಆದೇಶ ಹೊರಡಿಸಲಿದೆ. <box>924 860 1227 911</box>
story4-column <box>1243 1651 1499 2093</box>
story2-paragraph: ಅಭಿವೃದ್ಧಿ ಪ್ರಾಧಿಕಾರದ ಉಪಾಧ್ಯಕ್ಷರಾಗಿ ನೇಮಕ ಮಾಡಲಾಗಿದೆ. ಕೆಪಿಸಿಸಿ ಕಾರ್ಯಾಧ್ಯಕ್ಷ ಜಿ.ಸಿ.ಚಂದ್ರಶೇಖರ್ ಅವರನ್ನು ನ್ಯಾಷನಲ್ ಮಿಲಿಟರಿ ಮೆಮೋರಿಯಲ್ ಮ್ಯಾನೇಜ್‌ಮೆಂಟ್ ಟ್ರಸ್ಟ್‌ನ ಉಪಾಧ್ಯಕ್ಷ ಹಾಗೂ ಐಶ್ವರ್ಯಾ ಮಹಾದೇವ ಅವರನ್ನು ಕರ್ನಾಟಕ ರಸ್ತೆ ಅಭಿವೃದ್ಧಿ ನಿಗಮದ ಉಪಾಧ್ಯಕ್ಷರ ಹುದ್ದೆಗೆ ನೇಮಕ ಮಾಡುವಂತೆ ಶಿಫಾರಸು ಮಾಡಿದ್ದಾರೆ. <box>520 1731 773 1838</box>
list-item: ಎಸ್.ಜಿ. ನಂಜಯ್ಯನಮಠ - ಕೈಗಾರಿಕಾ ಮತ್ತು ಮೂಲಸೌಕರ್ಯ ಅಭಿವೃದ್ಧಿ ನಿಗಮ, <box>336 830 623 863</box>
story1-paragraph: ಕಾಂಗ್ರೆಸ್ ಅಧ್ಯಕ್ಷರಾಗಿರುವ ಮಲ್ಲಿಕಾರ್ಜುನ ಖರ್ಗೆ ಅವರು ಪಟ್ಟಿಗೆ ಅನುಮೋದನೆ ನೀಡಿದ ಬಳಿಕ, ಪಟ್ಟಿಯನ್ನು ಕೆ.ಸಿ. ವೇಣುಗೋಪಾಲ್ ಅವರು ಮುಖ್ಯಮಂತ್ರಿಗಳಿಗೆ ರವಾನಿಸಿದ್ದಾರೆ. <box>924 802 1227 854</box>
story2-column-3 <box>520 1728 773 2097</box>
list-item: ಶರ್ಲೆಟ್ ಪಿಂಟೋ-ಪರಿಸರ ಪ್ರವಾಸೋದ್ಯಮ ಅಭಿವೃದ್ಧಿ ನಿಗಮ, <box>336 628 570 642</box>
story1-paragraph: ಜೈವಿಕ ವೈವಿಧ್ಯತೆ ಮಂಡಳಿಯ ಅಧ್ಯಕ್ಷರಾಗಿ ವಡ್ನಾಳ್ ಜಗದೀಶ್ ಅವರನ್ನು ನೇಮಕ ಮಾಡಿದ್ದರೆ, ಕಾಂಗ್ರೆಸ್ ವಕ್ತಾರೆ ಲಾವಣ್ಯ ಬಲ್ಲಾಳ್ ಜೈನ್ ಅವರನ್ನು ಕರ್ನಾಟಕ ರಾಜ್ಯ ಬೀಜ ಮತ್ತು ಸಾವಯವ ದೃಢೀಕರಣ ಸಂಸ್ಥೆಗೆ ಅಧ್ಯಕ್ಷರಾಗಿ ನೇಮಿಸಲಾಗಿದೆ. <box>22 425 325 495</box>
story1-column-4 <box>924 606 1227 1150</box>
list-item: ಗಂಗಾಧರ್ - ರೇಷ್ಮೆ ಮಾರುಕಟ್ಟೆ ಮಂಡಳಿ ಲಿಮಿಟೆಡ್ <box>631 827 827 841</box>
list-item: ವಡ್ನಾಳ್ ಜಗದೀಶ್ - ಜೀವವೈವಿಧ್ಯ ಮಂಡಳಿ, <box>22 743 191 757</box>
story1-photo <box>336 233 1229 600</box>
write-line: ವಾಟ್ಸ್ ಆಫ್ ನಂ <box>1337 976 1408 992</box>
epaper-box <box>1244 69 1502 280</box>
weather-row <box>1244 1129 1502 1151</box>
story3-paragraph: ಈ ಮಾರ್ಗದ ಕುರಿತಾಗಿ ಕಳೆದ ನಾಲ್ಕು ವರ್ಷಗಳಿಂದ ಸಂಸತ್ತಿನಲ್ಲಿ, ಸಾರ್ವಜನಿಕ ಲೆಕ್ಕಪತ್ರ ಸಮಿತಿ ಸಭೆಗಳಲ್ಲಿ ಮತ್ತು ಹಿರಿಯ ರೈಲ್ವೆ ಅಧಿಕಾರಿಗಳೊಂದಿಗೆ ನಿರಂತರ ಪ್ರಯತ್ನದ ಫಲವಾಗಿದೆ. ಈ ಹೊಸ ರೈಲು ಪ್ರಯಾಣದ ದಟ್ಟಣೆಯನ್ನು ಗಣನೀಯವಾಗಿ ಕಡಿಮೆ ಮಾಡುವುದಲ್ಲದೆ ಮತ್ತು ವಿಮಾನ ಹಾಗೂ ಬಸ್‌ಗಳಿಗೆ ಅನುಕೂಲಕರವಾದ ಪರ್ಯಾಯವನ್ನು ಒದಗಿಸುತ್ತದೆ. ಅಲ್ಲದೆ, ಇದು ಎರಡು ಮಹಾನಗರಗಳ ನಡುವಿನ ಆರ್ಥಿಕ ಮತ್ತು ಸಾಮಾಜಿಕ ಬಾಂಧವ್ಯವನ್ನು ಮತ್ತಷ್ಟು ಬಲಪಡಿಸಲಿದೆ. <box>786 1887 1229 1975</box>
story3-paragraph: ಕಳೆದ ಮೂರು ದಶಕಗಳಲ್ಲಿ ಎರಡೂ ನಗರಗಳ ಬೆಳವಣಿಗೆಯ ಹೊರತಾಗಿಯೂ, ಬೆಂಗಳೂರು ಮತ್ತು ಮುಂಬೈ ನಡುವೆ ಕೇವಲ ಒಂದು ಸೂಪರ್‌ಫಾಸ್ಟ್ ರೈಲು ಮತ್ತು ಇತ್ತು. ಕಳೆದ ವರ್ಷವೊಂದರಲ್ಲೇ 26 ಲಕ್ಷಕ್ಕೂ ಹೆಚ್ಚು ಜನರು ಈ ಎರಡು ನಗರಗಳ ನಡುವೆ ವಿಮಾನದಲ್ಲಿ ಪ್ರಯಾಣಿಸಿದ್ದಾರೆ. ಈ ಹೊಸ ಸೇವೆಯು ಲಕ್ಷಾಂತರ ನಾಗರಿಕರಿಗೆ ಪ್ರಯಾಣವನ್ನು ಹೆಚ್ಚು ಕೈಗೆಟುಕುವ ದರದಲ್ಲಿ ಅನುಕೂಲಕರವಾಗಿಸಲಿದೆ ಎಂದು ಹೇಳಿದ್ದಾರೆ. <box>786 1811 1229 1881</box>
write-line: ವಿಮರ್ಶೆಗಳನ್ನು,(150 ಶಬ್ದ ಮೀರದಂತೆ) <box>1285 911 1460 927</box>
list-item: ಯುವರಾಜ್ ಕದಂ - ಮಲಪ್ರಭಾ ಮತ್ತು ಘಟಪ್ರಭಾ <box>336 930 525 944</box>
list-item: ಮರಿಯೋಜಿ ರಾವ್-ಮರಾಠ ಅಭಿವೃದ್ಧಿ ನಿಗಮ, <box>336 649 513 663</box>
story5-photo-caption <box>522 2340 767 2386</box>
story5-paragraph: ನಮ್ಮ ನಿಸ್ವಾರ್ಥ ಸೇವೆಯೇ ಕಾರಣ. ನಮ್ಮ ಎಲ್ಲಾ ಕಾರ್ಯಕ್ರಮಗಳನ್ನು ನೀವು ಎಲ್ಲರೂ ಗಮನಿಸಿದ್ದೀರಿ. ನಾವು ಇಲ್ಲಿ ನಿಮಿತ್ತ ಮಾತ್ರ, ಆದರೆ, ಮುಂದುವರೆಸಿಕೊಂಡು ಹೋಗಿದ್ದು ಅದಕ್ಕೆ ಸಂಬಂಧಪಟ್ಟ ಇಲಾಖೆಯವರು. ಕೆಲವರು ಪ್ರೀತಿಯಲ್ಲಿ ಟೀಕೆ ಮಾಡಿದ್ದರು. ಇವರ ಹಾಗೆ ಟೀಕೆ ಮಾಡಿಲ್ಲ. ನಿಮಗೆ ನಾನು ಎಷ್ಟು ಕೃತಜ್ಞತೆ ಸಲ್ಲಿಸಿದ್ರೂ ಕಡಿಮೆಯೇ. ಧರ್ಮಸ್ಥಳ ಬೇರೆ, ಧರ್ಮಸ್ಥಳದ ಊರಿನವರು ಬೇರೆ ಅಲ್ಲ. ಎಷ್ಟು ನಿಷ್ಠುರವಾಗಿ <box>1018 2170 1255 2295</box>
story3-paragraph: ಬೆಂಗಳೂರು ಮತ್ತು ಮುಂಬೈ ಭಾರತದ ಎರಡು ಪ್ರಮುಖ ಆರ್ಥಿಕ ಕೇಂದ್ರಗಳಾಗಿದ್ದರೂ, ಈ ಎರಡೂ ನಗರಗಳ ನಡುವೆ ಕೇವಲ ಒಂದೇ ಒಂದು ರೈಲಿನಿಂದ ಸಂಪರ್ಕ ಹೊಂದಿದ್ದವು. ಈ ಉದ್ಯಾನ ಎಕ್ಸ್‌ಪ್ರೆಸ್ ಅನ್ನು, ಈ ಪ್ರಯಾಣವನ್ನು ಪೂರ್ಣಗೊಳಿಸಲು 24 ಗಂಟೆಗಳಿಗಿಂತ ಹೆಚ್ಚು ಸಮಯ ತೆಗೆದುಕೊಳ್ಳುತ್ತಿತ್ತು. ಇದು 30 ವರ್ಷಗಳಿಂದ ಬಾಕಿ ಉಳಿದಿದ್ದ ಬೇಡಿಕೆಯಾಗಿದೆ. <box>786 1735 1229 1804</box>
write-to-us-box <box>1244 796 1502 1084</box>
list-item: ಮಂಜಪ್ಪ - ಬಯಲುಸೀಮೆ ಅಭಿವೃದ್ಧಿ ಮಂಡಳಿ, ಚಿತ್ರದುರ್ಗ, <box>336 770 560 784</box>
story2-paragraph: ಅವರು ಕೆಲವು ಬದಲಾವಣೆಗಳಿಗೆ ಅನುಮೋದನೆ ನೀಡಿದ ಪಟ್ಟಿಯಲ್ಲಿರುವಂತೆಯೇ ಕರ್ನಾಟಕ ಶಾಸಕ ನಿಗಮಕ್ಕೆ ನೀಲಕಂಠ ಮುಳ್ಗೆ ಅವರನ್ನು ಶಿಫಾರಸು ಮಾಡಿದ್ದಾರೆ. <box>264 1807 513 1858</box>
list-item: ಆಂಜನಪ್ಪ - ಬೀಜ ಅಭಿವೃದ್ಧಿ ನಿಗಮ ನಿಯಮಿತ <box>336 869 513 883</box>
story5-paragraph: ಸಿದ್ದಗಂಗಾ ಶ್ರೀಗಳ ಪುಸ್ತಕಗಳನ್ನು ನಾನು ಓದಿದ್ದೇನೆ. ಏನೂ ತಪ್ಪು ಮಾಡಿದಿದ್ದರೂ ನಮ್ಮ ಮೇಲೆ ಇಷ್ಟೊಂದು ದ್ವೇಷ ಮತ್ತು ಆರೋಪಗಳು ಏಕೆ ಎಂಬುದು ನನಗೆ ಅರ್ಥವಾಗುತ್ತಿಲ್ಲ. ನಾವು ಸೇವೆಯನ್ನು ನೀಡುತ್ತಿದ್ದೇವೆ ಮತ್ತು ಈ ನಿಸ್ವಾರ್ಥ ಸೇವೆಯೇ ನಮ್ಮನ್ನು ಆರೋಗ್ಯವಾಗಿಟ್ಟಿದೆ. ಧರ್ಮಸ್ಥಳ ಮತ್ತು ಧರ್ಮಸ್ಥಳದ ಗ್ರಾಮಸ್ಥರು ಪ್ರತ್ಯೇಕವಾಗಿಲ್ಲ ಎಂದು ಹೇಳಿದರು. ಇಷ್ಟು ವರ್ಷ ನಾವು ಆರೋಗ್ಯವಾಗಿರಲು <box>777 2170 1010 2295</box>
list-item: ಆರ್.ಎಸ್. ಸತ್ಯನಾರಾಯಣ - ರಾಜ್ಯ ಮದ್ಯಪಾನ ಸಂಯಮ ಮಂಡಳಿ, <box>631 807 891 821</box>
weather-min: 32° <box>1478 1213 1497 1228</box>
sidebar-logo: ಹೊಸಪೇಟೆ ಟೈಮ್ಸ್ <box>1278 297 1467 332</box>
weather-day: ಭಾನು : ಗರಿಷ್ಠ <box>1248 1213 1308 1228</box>
story4-headline: ಸಾಕಾಯ್ತು... ಇನ್ಮುಂದೆ ಯಾವುದೇ ಚುನಾವಣೆಗೆ ಸ್ಪರ್ಧಿಸಲ್ಲ: ಗೀತಾ ಶಿವರಾಜ್ ಕುಮಾರ್ ಘೋಷಣೆ! <box>1258 1277 1484 1349</box>
story1-column-1 <box>22 233 325 1150</box>
epaper-line: ಕನ್ನಡ ದಿನಪತ್ರಿಕೆ ಆನ್‌ಲೈನ್‌ನಲ್ಲಿ <box>1307 122 1439 137</box>
story2-headline-red: AICC ರವಾನಿಸಿದ್ದ ಪಟ್ಟಿ ಮಾರ್ಪಾಡು: <box>158 1174 627 1217</box>
ads-line: ಅಭಿನಂದನೆಗಳು, ಹಬ್ಬದ ಮತ್ತು ಅನೇಕ <box>1291 633 1454 649</box>
list-item: ಯೋಜನೆ ಕಾಡಾ, ಬೆಳಗಾವಿ, <box>631 608 738 622</box>
list-item: ಚೇತನ್ ಕೆ. ಗೌಡ - ಕೈಮಗ್ಗ ಅಭಿವೃದ್ಧಿ (ಪವರ್‌ಲೂಮ್) ಮಂಡಳಿ <box>631 928 877 942</box>
story5-column-3 <box>777 2167 1010 2385</box>
weather-min: 30° <box>1478 1235 1497 1250</box>
email-label: ಇ-ಮೇಲ್: <box>1262 1063 1318 1080</box>
list-item: ಪಿ.ರಘು - ಸಫಾಯಿ ಕರ್ಮಚಾರಿ ಆಯೋಗ, <box>22 664 185 678</box>
list-item: ಕೆ. ಹರೀಶ್ ಕುಮಾರ್ - ಮೆಸ್ಕಾಂ, <box>336 689 462 703</box>
story3-paragraph: ಕರ್ನಾಟಕದ ಜನತೆ ಪರವಾಗಿ ಮತ್ತು ಕನ್ನಡಿಗರ ಪರವಾಗಿ, ಈ ಬಹುಕಾಲದ ಕನಸನ್ನು ನನಸಾಗಿಸಿದ ಪ್ರಧಾನ ಮಂತ್ರಿ ನರೇಂದ್ರ ಮೋದಿ ಮತ್ತು ರೈಲ್ವೆ ಸಚಿವ ಅಶ್ವಿನಿ ವೈಷ್ಣವ್ ಅವರಿಗೆ ತೇಜಸ್ವಿ ಸೂರ್ಯ ಕೃತಜ್ಞತೆ ಸಲ್ಲಿಸಿದ್ದಾರೆ. ಈ ಕಾರ್ಯಕ್ಕೆ ಬೆಂಬಲ ನೀಡಿದ ರೈಲ್ವೆ ಖಾತೆ ರಾಜ್ಯ ಸಚಿವ ವಿ. ಸೋಮಣ್ಣ ಅವರಿಗೂ ಧನ್ಯವಾದ ತಿಳಿಸಿದ್ದಾರೆ. <box>786 1982 1229 2033</box>
ads-title: ಜಾಹೀರಾತುಗಳಿಗಾಗಿ <box>1290 472 1456 503</box>
story1-headline-red: ದಸರಾ ಹಬ್ಬಕ್ಕೆ ರಾಜ್ಯ ಸರ್ಕಾರ ಗಿಫ್ಟ್: <box>75 83 616 137</box>
list-item: ಶರಣಪ್ಪ ಸಲಾದ್‌ಪುರ್ -ರಾಜ್ಯ ಕೃಷಿ ಉತ್ಪನ್ನಗಳ ಸಂಸ್ಕರಣೆ ಮತ್ತು ಅಭಿವೃದ್ಧಿ ಮಂಡಳಿ <box>924 608 1227 641</box>
list-item: ಧರ್ಮಣ್ಣ ಉಪ್ಪಾರ - ಕರ್ನಾಟಕ ಉಪ್ಪಾರ ಅಭಿವೃದ್ಧಿ ನಿಗಮ <box>336 790 555 804</box>
list-column-2 <box>336 606 623 1150</box>
story2-headline <box>8 1165 777 1286</box>
write-line: ಪರಿಚಯ, ಪುಸ್ತಕ- ಸಿನಿಮಾ-ನಾಟಕ <box>1300 889 1445 905</box>
story1-paragraph: ಎಂ.ಎಸ್.ಮುತ್ತುರಾಜ್ (ಸವಿತಾ ಸಮಾಜ ಅಭಿವೃದ್ಧಿ ನಿಗಮ), ನಂಜಪ್ಪ (ಮಡಿವಾಳ ಮಾಚಿದೇವ), ವಿಶ್ವಾಸ್ ದಾಸ್ (ಗಾಣಿಗ), ಮರಿಯೋಜಿ ರಾವ್ (ಮರಾಠ), ಮಹೇಶ್ (ಕಾಡುಗೊಲ್ಲ), ಶ್ರೀನಿವಾಸ ವೇಲು (ಕುಂಬಾರ), ಮತ್ತು ಧರ್ಮಣ್ಣ ಉಪ್ಪಾರ- ಉಪ್ಪಾರ ಅಭಿವೃದ್ಧಿ ನಿಗಮಕ್ಕೆ ಅಧ್ಯಕ್ಷರಾಗಿ ನೇಮಿಸಲಾಗಿದೆ. <box>22 559 325 628</box>
story5-column-1 <box>12 2167 259 2385</box>
story2-paragraph: ಮತ್ತು ನಿಗಮ, ಮಂಡಳಿಗಳಲ್ಲಿ ಉಪಾಧ್ಯಕ್ಷರನ್ನ ನೇಮಕ ಮಾಡಲು ಸಿಎಂ ಸಿದ್ದರಾಮಯ್ಯ ಅನುಮೋದನೆ ನೀಡಿದ್ದಾರೆ. ಶಾಸಕ ವಿಶ್ವಾಸ ವಸಂತ ವೈದ್ಯ ಅವರನ್ನು ಸವದತ್ತಿ ರೇಣುಕಾ ಯಲ್ಲಮ್ಮ ದೇವಸ್ಥಾನ <box>264 1959 513 2029</box>
sidebar-divider <box>1244 792 1502 793</box>
list-item: ನೀಲಕಂಠ ಮುಳ್ಗೆ - ಕಲ್ಯಾಣ ಕರ್ನಾಟಕ ರಸ್ತೆ ಅಭಿವೃದ್ಧಿ ನಿಗಮ, <box>336 889 566 903</box>
story5-headline-red: ಧರ್ಮಸ್ಥಳ ಪ್ರಕರಣ: ತಪ್ಪು ಮಾಡದಿದ್ದರೂ, ನಮ್ಮ ಮೇಲೆ ಯಾಕಿಷ್ಟು ದ್ವೇಷ-ಆರೋಪ- <box>258 2119 1050 2153</box>
whatsapp-phone-2[interactable]: 99802 81752 <box>1307 1032 1438 1060</box>
ads-phone[interactable]: 9448441484 <box>1283 742 1462 781</box>
